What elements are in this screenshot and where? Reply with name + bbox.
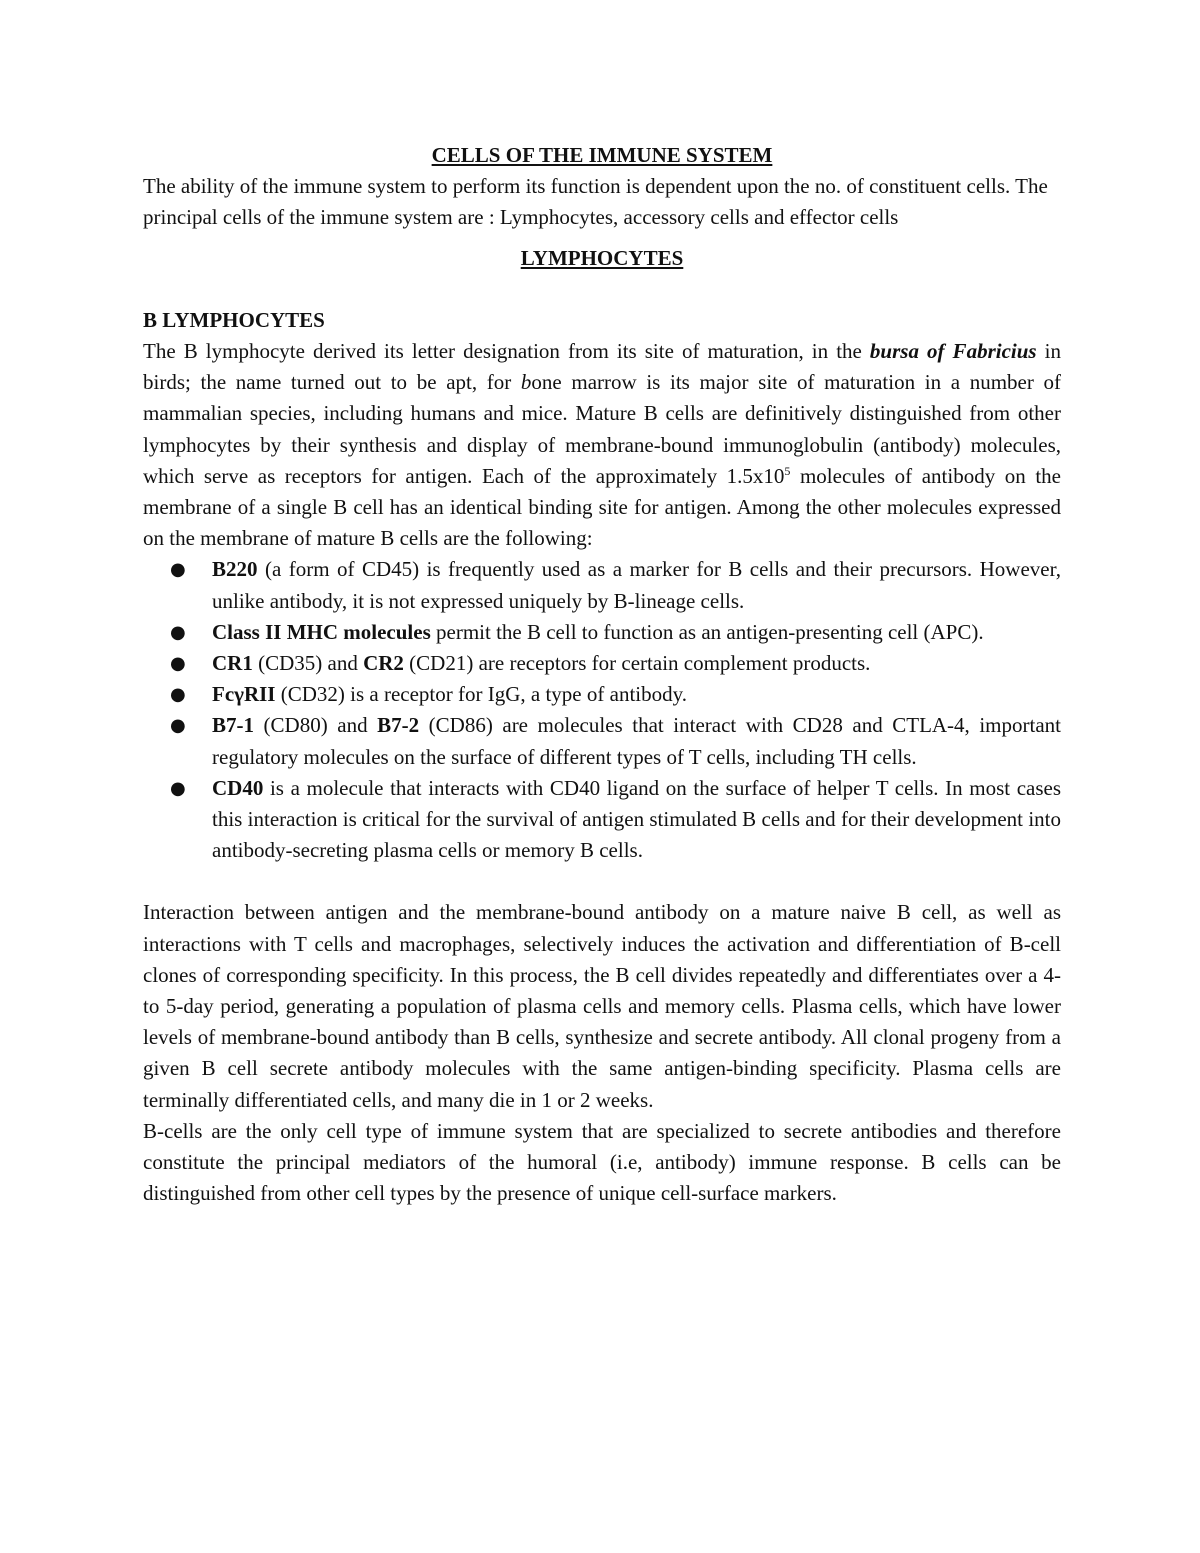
section-heading-lymphocytes: LYMPHOCYTES	[520, 245, 684, 270]
marker-term-secondary: CR2	[363, 651, 404, 676]
document-title: CELLS OF THE IMMUNE SYSTEM	[431, 143, 773, 167]
bullet-icon: ●	[170, 653, 186, 675]
marker-term: CR1	[212, 651, 253, 676]
marker-term: FcγRII	[212, 682, 276, 707]
p1-b-letter: b	[520, 370, 532, 395]
interaction-paragraph: Interaction between antigen and the membrane-bound antibody on a mature naive B cell, as well as interactions with T cells and macrophages, selectively induces the activation and differentiation of B-cell clones of corresponding specificity. In this process, the B cell divides repeatedly and differentiates over a 4- to 5-day period, generating a population of plasma cells and memory cells. Plasma cells, which have lower levels of membrane-bound antibody than B cells, synthesize and secrete antibody. All clonal progeny from a given B cell secrete antibody molecules with the same antigen-binding specificity. Plasma cells are terminally differentiated cells, and many die in 1 or 2 weeks.	[143, 900, 1061, 1112]
list-item	[170, 710, 1062, 772]
marker-description-secondary: (CD21) are receptors for certain complement products.	[403, 651, 871, 676]
p1-text-c: one marrow is its major site of maturation in a number of mammalian species, including humans and mice. Mature B cells are definitively distinguished from other lymphocytes by their synthesis and display of membrane-bound immunoglobulin (antibody) molecules, which serve as receptors for antigen. Each of the approximately 1.5x10	[143, 370, 1062, 488]
bullet-icon: ●	[170, 621, 186, 643]
list-item	[170, 617, 1061, 648]
bursa-term: bursa of Fabricius	[869, 339, 1037, 364]
intro-paragraph: The ability of the immune system to perform its function is dependent upon the no. of constituent cells. The principal cells of the immune system are : Lymphocytes, accessory cells and effector cells	[143, 174, 1048, 230]
marker-description: is a molecule that interacts with CD40 ligand on the surface of helper T cells. In most cases this interaction is critical for the survival of antigen stimulated B cells and for their development into antibody-secreting plasma cells or memory B cells.	[212, 775, 1061, 863]
marker-term: B7-1	[212, 713, 254, 738]
document-page	[143, 140, 1061, 1210]
subheading-b-lymphocytes: B LYMPHOCYTES	[143, 307, 325, 332]
list-item	[170, 773, 1061, 867]
marker-description: (a form of CD45) is frequently used as a marker for B cells and their precursors. However, unlike antibody, it is not expressed uniquely by B-lineage cells.	[212, 557, 1061, 613]
p1-text-b: in birds; the name turned out to be apt, for	[143, 339, 1061, 395]
list-item	[170, 554, 1061, 616]
b-cell-summary-paragraph: B-cells are the only cell type of immune system that are specialized to secrete antibodies and therefore constitute the principal mediators of the humoral (i.e, antibody) immune response. B cells can be distinguished from other cell types by the presence of unique cell-surface markers.	[143, 1118, 1061, 1206]
bullet-icon: ●	[170, 777, 186, 799]
marker-description-secondary: (CD86) are molecules that interact with CD28 and CTLA-4, important regulatory molecules on the surface of different types of T cells, including TH cells.	[212, 713, 1062, 769]
b-lymphocyte-paragraph	[143, 336, 1061, 554]
membrane-marker-list	[143, 554, 1061, 866]
list-item	[170, 648, 1061, 679]
marker-term: CD40	[212, 775, 264, 800]
p1-text-d: molecules of antibody on the membrane of a single B cell has an identical binding site for antigen. Among the other molecules expressed on the membrane of mature B cells are the following:	[143, 463, 1061, 551]
p1-text-a: The B lymphocyte derived its letter designation from its site of maturation, in the	[143, 339, 870, 364]
marker-term: B220	[212, 557, 258, 582]
bullet-icon: ●	[170, 715, 186, 737]
p1-exponent: 5	[784, 463, 791, 478]
bullet-icon: ●	[170, 684, 186, 706]
list-item	[170, 679, 1061, 710]
bullet-icon: ●	[170, 559, 186, 581]
marker-description: (CD80) and	[254, 713, 378, 738]
marker-term-secondary: B7-2	[377, 713, 420, 738]
marker-description: (CD32) is a receptor for IgG, a type of antibody.	[275, 682, 687, 707]
marker-description: permit the B cell to function as an antigen-presenting cell (APC).	[430, 619, 984, 644]
marker-term: Class II MHC molecules	[212, 619, 431, 644]
marker-description: (CD35) and	[252, 651, 364, 676]
